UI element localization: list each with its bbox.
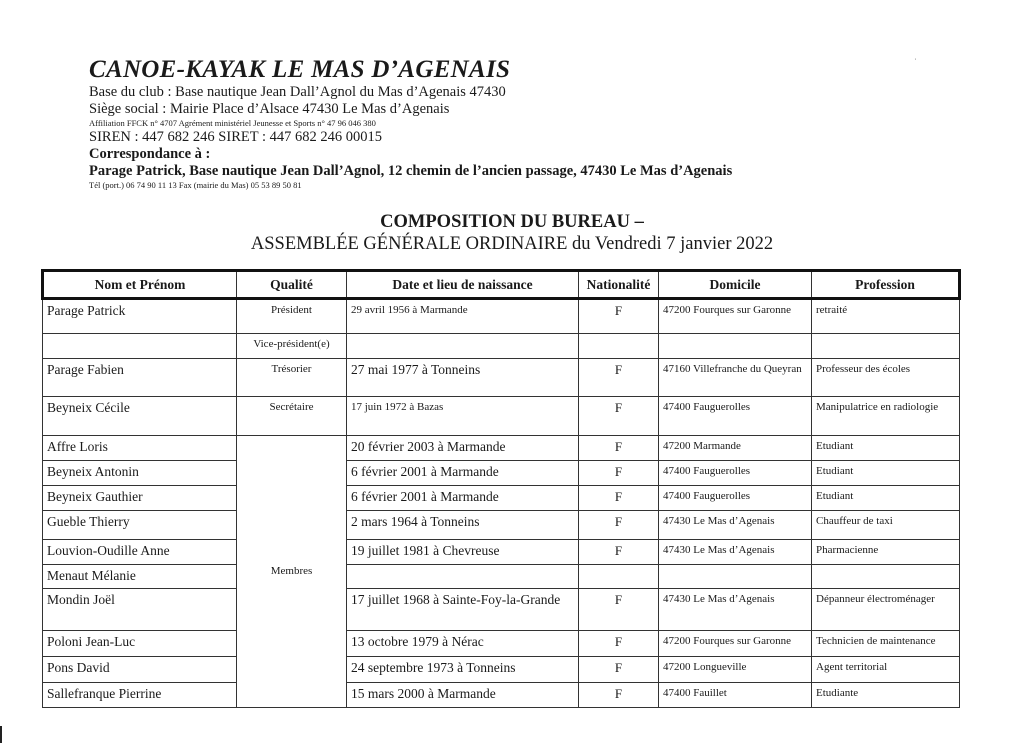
table-row: [43, 397, 960, 436]
cell-name: Gueble Thierry: [43, 511, 237, 540]
cell-residence: 47400 Fauguerolles: [659, 486, 812, 511]
cell-name: Pons David: [43, 657, 237, 683]
correspondence-address: Parage Patrick, Base nautique Jean Dall’Agnol, 12 chemin de l’ancien passage, 47430 Le Mas d’Agenais: [89, 163, 733, 179]
table-row: [43, 436, 960, 461]
cell-profession: [812, 565, 960, 589]
table-row: [43, 511, 960, 540]
cell-name: Louvion-Oudille Anne: [43, 540, 237, 565]
table-row: [43, 359, 960, 397]
title-line-2: ASSEMBLÉE GÉNÉRALE ORDINAIRE du Vendredi 7 janvier 2022: [250, 234, 774, 254]
cell-name: Mondin Joël: [43, 589, 237, 631]
cell-profession: Agent territorial: [812, 657, 960, 683]
cell-profession: Etudiant: [812, 461, 960, 486]
scan-edge-mark: [0, 726, 2, 743]
club-base-address: Base du club : Base nautique Jean Dall’Agnol du Mas d’Agenais 47430: [89, 84, 506, 100]
table-row: [43, 683, 960, 708]
cell-birth: 19 juillet 1981 à Chevreuse: [347, 540, 579, 565]
cell-residence: 47200 Longueville: [659, 657, 812, 683]
column-header-role: Qualité: [237, 271, 347, 299]
cell-birth: 20 février 2003 à Marmande: [347, 436, 579, 461]
cell-birth: 17 juillet 1968 à Sainte-Foy-la-Grande: [347, 589, 579, 631]
correspondence-label: Correspondance à :: [89, 146, 211, 162]
cell-residence: [659, 565, 812, 589]
cell-nationality: F: [579, 359, 659, 397]
title-line-1: COMPOSITION DU BUREAU –: [380, 212, 644, 232]
table-header-row: [43, 271, 960, 299]
bureau-table: [41, 269, 961, 708]
cell-residence: 47430 Le Mas d’Agenais: [659, 589, 812, 631]
column-header-birth: Date et lieu de naissance: [347, 271, 579, 299]
cell-residence: 47430 Le Mas d’Agenais: [659, 540, 812, 565]
table-row: [43, 334, 960, 359]
cell-residence: 47430 Le Mas d’Agenais: [659, 511, 812, 540]
cell-birth: 6 février 2001 à Marmande: [347, 486, 579, 511]
column-header-profession: Profession: [812, 271, 960, 299]
cell-profession: retraité: [812, 299, 960, 334]
cell-name: Menaut Mélanie: [43, 565, 237, 589]
table-row: [43, 486, 960, 511]
cell-birth: [347, 334, 579, 359]
document-title: [0, 211, 1024, 255]
cell-residence: 47200 Fourques sur Garonne: [659, 631, 812, 657]
cell-nationality: F: [579, 486, 659, 511]
cell-name: Parage Patrick: [43, 299, 237, 334]
cell-birth: 15 mars 2000 à Marmande: [347, 683, 579, 708]
cell-nationality: F: [579, 657, 659, 683]
table-row: [43, 461, 960, 486]
cell-nationality: [579, 334, 659, 359]
letterhead: [89, 56, 732, 191]
cell-profession: Etudiante: [812, 683, 960, 708]
cell-name: Parage Fabien: [43, 359, 237, 397]
table-row: [43, 540, 960, 565]
table-row: [43, 589, 960, 631]
cell-role: Trésorier: [237, 359, 347, 397]
table-row: [43, 565, 960, 589]
table-row: [43, 299, 960, 334]
siren-siret: SIREN : 447 682 246 SIRET : 447 682 246 00015: [89, 129, 382, 145]
cell-birth: 24 septembre 1973 à Tonneins: [347, 657, 579, 683]
cell-role: Président: [237, 299, 347, 334]
cell-role-members: Membres: [237, 436, 347, 708]
club-name: CANOE-KAYAK LE MAS D’AGENAIS: [89, 56, 511, 83]
cell-residence: 47160 Villefranche du Queyran: [659, 359, 812, 397]
cell-residence: [659, 334, 812, 359]
cell-name: Poloni Jean-Luc: [43, 631, 237, 657]
cell-profession: Dépanneur électroménager: [812, 589, 960, 631]
cell-name: Sallefranque Pierrine: [43, 683, 237, 708]
cell-role: Secrétaire: [237, 397, 347, 436]
cell-name: Beyneix Cécile: [43, 397, 237, 436]
cell-birth: 27 mai 1977 à Tonneins: [347, 359, 579, 397]
cell-nationality: F: [579, 461, 659, 486]
column-header-residence: Domicile: [659, 271, 812, 299]
cell-name: Beyneix Gauthier: [43, 486, 237, 511]
contact-line: Tél (port.) 06 74 90 11 13 Fax (mairie du Mas) 05 53 89 50 81: [89, 180, 302, 190]
cell-profession: Etudiant: [812, 486, 960, 511]
cell-profession: Professeur des écoles: [812, 359, 960, 397]
cell-nationality: [579, 565, 659, 589]
cell-name: Beyneix Antonin: [43, 461, 237, 486]
cell-residence: 47200 Marmande: [659, 436, 812, 461]
cell-nationality: F: [579, 589, 659, 631]
cell-profession: Technicien de maintenance: [812, 631, 960, 657]
cell-birth: [347, 565, 579, 589]
cell-nationality: F: [579, 511, 659, 540]
cell-nationality: F: [579, 436, 659, 461]
cell-profession: Chauffeur de taxi: [812, 511, 960, 540]
cell-name: [43, 334, 237, 359]
scan-speck: ˙: [914, 57, 917, 66]
affiliation-line: Affiliation FFCK n° 4707 Agrément ministériel Jeunesse et Sports n° 47 96 046 380: [89, 118, 376, 128]
cell-birth: 13 octobre 1979 à Nérac: [347, 631, 579, 657]
cell-birth: 17 juin 1972 à Bazas: [347, 397, 579, 436]
cell-nationality: F: [579, 540, 659, 565]
cell-nationality: F: [579, 299, 659, 334]
cell-role: Vice-président(e): [237, 334, 347, 359]
cell-profession: [812, 334, 960, 359]
cell-profession: Manipulatrice en radiologie: [812, 397, 960, 436]
column-header-name: Nom et Prénom: [43, 271, 237, 299]
cell-residence: 47400 Fauguerolles: [659, 397, 812, 436]
cell-residence: 47400 Fauillet: [659, 683, 812, 708]
cell-birth: 2 mars 1964 à Tonneins: [347, 511, 579, 540]
cell-nationality: F: [579, 397, 659, 436]
table-row: [43, 631, 960, 657]
cell-profession: Etudiant: [812, 436, 960, 461]
cell-nationality: F: [579, 683, 659, 708]
cell-nationality: F: [579, 631, 659, 657]
column-header-nationality: Nationalité: [579, 271, 659, 299]
cell-birth: 6 février 2001 à Marmande: [347, 461, 579, 486]
table-row: [43, 657, 960, 683]
cell-residence: 47400 Fauguerolles: [659, 461, 812, 486]
cell-profession: Pharmacienne: [812, 540, 960, 565]
registered-office: Siège social : Mairie Place d’Alsace 47430 Le Mas d’Agenais: [89, 101, 450, 117]
cell-name: Affre Loris: [43, 436, 237, 461]
cell-residence: 47200 Fourques sur Garonne: [659, 299, 812, 334]
cell-birth: 29 avril 1956 à Marmande: [347, 299, 579, 334]
